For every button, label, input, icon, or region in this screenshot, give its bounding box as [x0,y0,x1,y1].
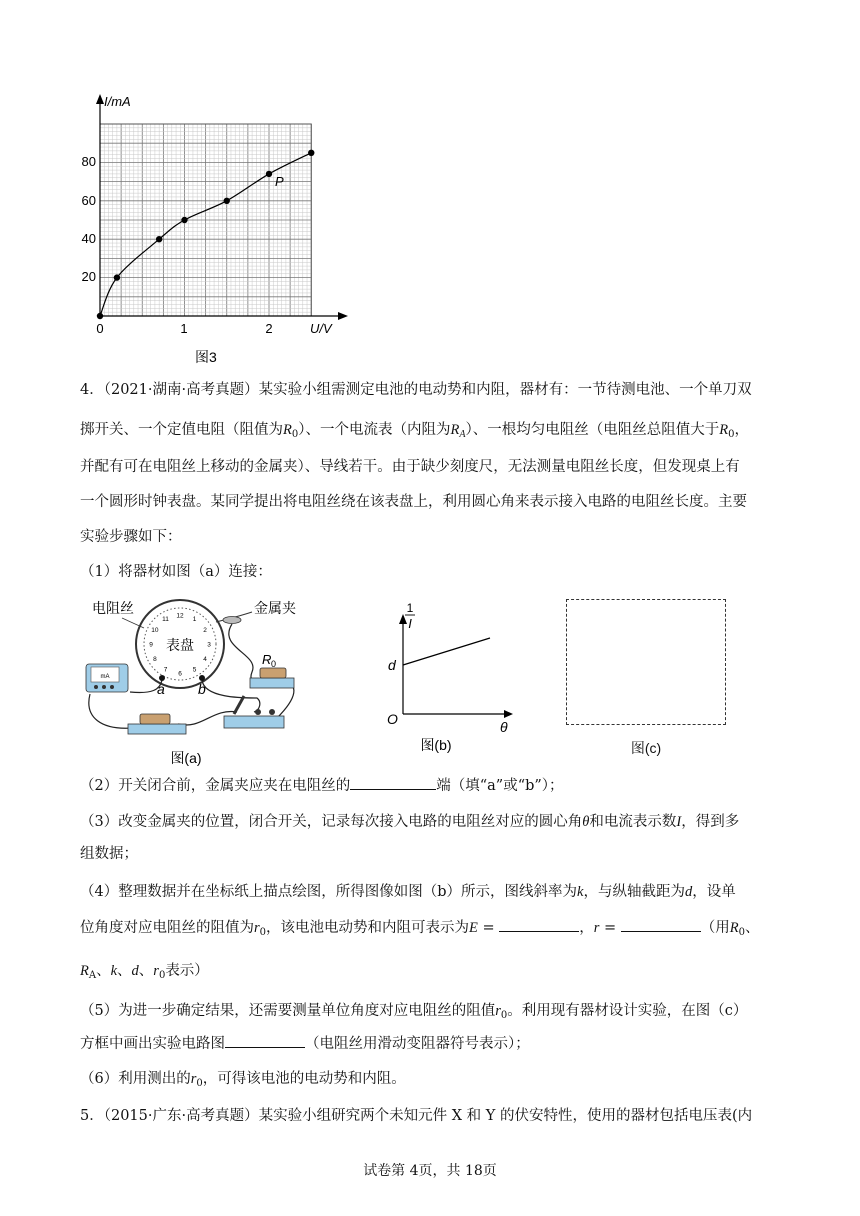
symbol-r: r [593,920,600,936]
switch-contact-2 [269,709,275,715]
figure-b-caption: 图(b) [420,737,452,753]
dial-number-11: 11 [162,616,169,624]
label-a: a [157,681,165,697]
q4-step-1: （1）将器材如图（a）连接： [80,564,272,580]
ammeter-label: mA [100,674,110,680]
label-r0: R [262,652,272,667]
q5-source: （2015·广东·高考真题） [103,1108,259,1124]
symbol-r0-e: r [495,1003,501,1019]
q4-step-6-text-b: ，可得该电池的电动势和内阻。 [202,1071,406,1087]
dial-number-2: 2 [203,626,207,634]
resistor-r0 [260,668,286,678]
subscript-a-b: A [88,970,97,981]
label-resistance-wire: 电阻丝 [92,600,134,616]
graph3 [80,86,370,376]
data-point-0 [97,313,103,319]
dial-number-9: 9 [149,641,153,649]
symbol-d: d [684,884,693,900]
data-point-6 [308,150,314,156]
data-point-3 [181,217,187,223]
switch-base [224,716,284,728]
symbol-r0: R [283,422,292,438]
symbol-r0-c: R [729,920,739,936]
graph3-y-label: I/mA [104,94,131,109]
dial-number-5: 5 [192,666,197,674]
symbol-k: k [577,884,584,900]
q4-step-4-cont-2 [80,960,780,987]
dial-number-4: 4 [203,655,207,663]
data-point-5 [266,171,272,177]
dial-number-12: 12 [176,612,184,620]
subscript-0-b: 0 [728,429,735,440]
dial-number-1: 1 [192,616,197,624]
symbol-r0-unit: r [254,920,260,936]
q4-text-2b: ）、一个电流表（内阻为 [298,422,451,438]
q4-step-4-sep: 、 [745,920,760,936]
symbol-r0-f: r [190,1071,197,1087]
graph3-caption: 图3 [195,349,217,365]
dial-number-6: 6 [178,670,182,678]
graph3-y-tick-60: 60 [81,193,96,208]
dial-number-8: 8 [153,655,157,663]
q4-step-4-text-g: （用 [700,920,730,936]
figure-c-box [566,599,726,725]
battery [140,714,170,724]
subscript-0-c: 0 [259,927,267,938]
dial-number-10: 10 [151,626,159,634]
subscript-0-e: 0 [158,970,166,981]
q4-step-5-cont [80,1033,780,1055]
symbol-e: E [469,920,478,936]
metal-clip [223,617,241,624]
figure-a [82,598,304,770]
q5-text: 某实验小组研究两个未知元件 X 和 Y 的伏安特性，使用的器材包括电压表(内 [258,1108,753,1124]
figure-b-x-arrow [504,710,513,718]
q4-step-2-text-end: 端（填“a”或“b”）； [436,778,564,794]
ammeter-terminal-1 [94,685,98,689]
symbol-i: I [676,814,682,830]
ammeter-terminal-2 [102,685,106,689]
figure-b-y-denominator: I [408,616,412,631]
subscript-a: A [459,429,466,440]
graph3-x-label: U/V [310,321,332,336]
symbol-d-b: d [131,963,139,979]
q4-source: （2021·湖南·高考真题） [103,382,259,398]
q4-line-3: 并配有可在电阻丝上移动的金属夹）、导线若干。由于缺少刻度尺，无法测量电阻丝长度，但发现桌上有 [80,459,740,475]
q4-step-3-cont: 组数据； [80,846,138,862]
label-b: b [198,681,206,697]
dial-number-3: 3 [207,641,211,649]
answer-blank-2 [350,775,436,790]
figure-b [380,598,520,760]
figure-b-y-numerator: 1 [406,601,414,615]
figure-b-y-arrow [399,614,407,624]
graph3-y-tick-80: 80 [81,154,96,169]
graph3-x-tick-2: 2 [265,321,273,336]
label-metal-clip: 金属夹 [254,600,296,616]
q4-step-5-text-d: （电阻丝用滑动变阻器符号表示）； [305,1036,530,1052]
q4-step-5-text-b: 。利用现有器材设计实验，在图（c） [507,1003,748,1019]
symbol-ra-b: R [80,963,89,979]
figure-b-x-label: θ [500,719,508,735]
figure-b-line [403,638,490,665]
ammeter-terminal-3 [110,685,114,689]
answer-blank-r [621,917,701,932]
page-footer: 试卷第 4页，共 18页 [363,1163,497,1179]
q4-step-4-sep-4: 、 [138,963,154,979]
q4-step-4-comma: ， [579,920,594,936]
q4-step-2 [80,775,780,797]
symbol-ra: R [450,422,460,438]
q4-line-2 [80,419,780,446]
q4-step-4-text-i: 表示） [165,963,209,979]
q4-text-2d: ， [734,422,749,438]
q4-step-5-text: （5）为进一步确定结果，还需要测量单位角度对应电阻丝的阻值 [80,1003,496,1019]
q4-step-3-text-b: 和电流表示数 [589,814,677,830]
wire-meter-battery [89,694,132,728]
q4-step-4-cont [80,917,780,944]
q4-step-4-sep-2: 、 [96,963,111,979]
q4-step-5-text-c: 方框中画出实验电路图 [80,1036,225,1052]
symbol-theta: θ [582,814,590,830]
graph3-x-tick-1: 1 [180,321,188,336]
subscript-0-d: 0 [738,927,746,938]
data-point-4 [224,198,230,204]
data-point-2 [156,236,162,242]
q4-text-1: 某实验小组需测定电池的电动势和内阻，器材有：一节待测电池、一个单刀双 [258,382,752,398]
graph3-x-tick-0: 0 [96,321,104,336]
dial-label: 表盘 [166,637,194,653]
q4-line-1 [80,379,780,401]
symbol-k-b: k [110,963,118,979]
dial-number-7: 7 [163,666,168,674]
answer-blank-e [499,917,579,932]
graph3-y-arrow [96,94,104,104]
battery-base [128,724,186,734]
figure-b-intercept: d [388,657,396,673]
q5-number: 5． [80,1108,104,1124]
equals-sign: = [477,920,500,936]
figure-c-caption: 图(c) [630,740,662,756]
q4-text-2a: 掷开关、一个定值电阻（阻值为 [80,422,283,438]
q4-step-4 [80,881,780,903]
q4-step-4-text-c: ，设单 [692,884,736,900]
q4-step-3-text-c: ，得到多 [681,814,740,830]
answer-blank-5 [225,1033,305,1048]
q4-step-4-sep-3: 、 [117,963,132,979]
subscript-0: 0 [291,429,299,440]
q4-step-3 [80,811,780,833]
graph3-point-p-label: P [275,174,284,189]
q4-text-2c: ）、一根均匀电阻丝（电阻丝总阻值大于 [465,422,720,438]
resistor-base [250,678,294,688]
q5-line-1 [80,1105,780,1127]
q4-step-5 [80,1000,780,1027]
subscript-0-f: 0 [500,1010,508,1021]
q4-step-6-text: （6）利用测出的 [80,1071,191,1087]
graph3-grid [100,124,311,316]
data-point-1 [114,274,120,280]
label-r0-sub: 0 [271,659,277,669]
q4-step-6 [80,1068,780,1095]
q4-step-4-text-d: 位角度对应电阻丝的阻值为 [80,920,254,936]
q4-step-4-text: （4）整理数据并在坐标纸上描点绘图，所得图像如图（b）所示，图线斜率为 [80,884,578,900]
q4-line-5: 实验步骤如下： [80,529,182,545]
q4-step-3-text: （3）改变金属夹的位置，闭合开关，记录每次接入电路的电阻丝对应的圆心角 [80,814,583,830]
q4-step-2-text: （2）开关闭合前，金属夹应夹在电阻丝的 [80,778,351,794]
q4-number: 4． [80,382,104,398]
graph3-y-tick-40: 40 [81,231,96,246]
figure-a-caption: 图(a) [170,750,202,766]
graph3-y-tick-20: 20 [81,269,96,284]
graph3-x-arrow [338,312,348,320]
symbol-r0-d: r [153,963,159,979]
subscript-0-g: 0 [196,1078,203,1089]
q4-step-4-text-e: ，该电池电动势和内阻可表示为 [266,920,470,936]
figure-b-origin: O [387,711,398,727]
equals-sign-2: = [599,920,621,936]
q4-step-4-text-b: ，与纵轴截距为 [583,884,685,900]
q4-line-4: 一个圆形时钟表盘。某同学提出将电阻丝绕在该表盘上，利用圆心角来表示接入电路的电阻丝长度。主要 [80,494,747,510]
switch-lever [234,696,244,714]
symbol-r0-b: R [719,422,729,438]
switch-contact-1 [255,709,261,715]
